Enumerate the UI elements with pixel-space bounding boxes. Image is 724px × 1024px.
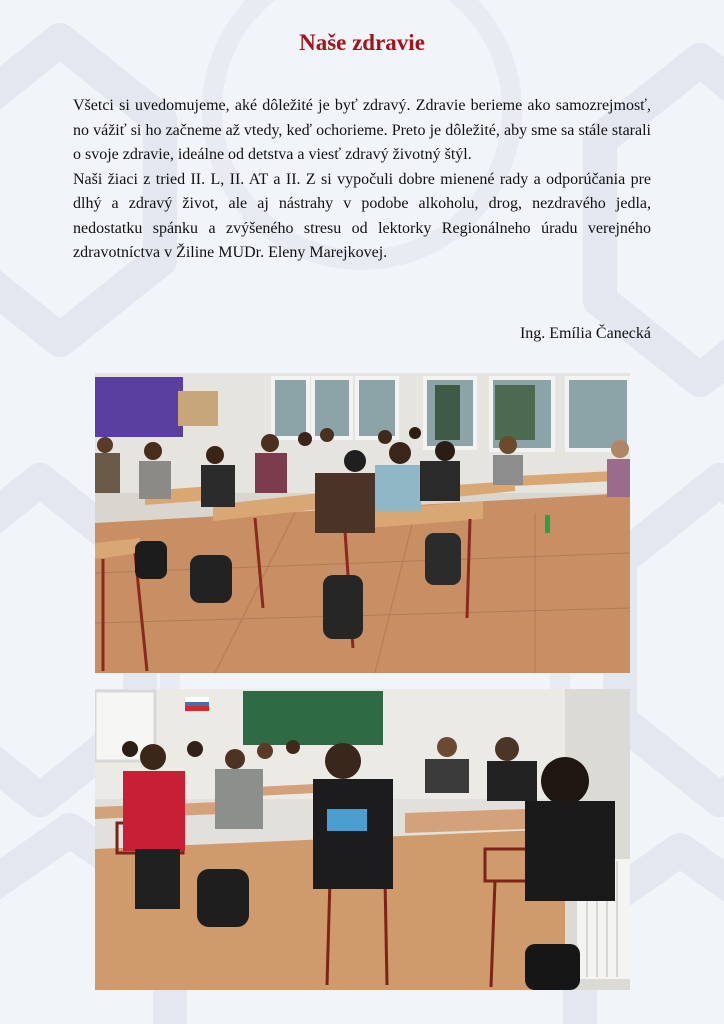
paragraph-lecture: Naši žiaci z tried II. L, II. AT a II. Z si vypočuli dobre mienené rady a odporúčania pre dlhý a zdravý život, ale aj nástrahy v podobe alkoholu, drog, nezdravého jedla, nedostatku spánku a zvýšeného stresu od lektorky Regionálneho úradu verejného zdravotníctva v Žiline MUDr. Eleny Marejkovej. <box>73 170 651 261</box>
classroom-photo-2 <box>95 689 630 990</box>
author-signature: Ing. Emília Čanecká <box>519 325 651 342</box>
article-body <box>73 94 651 266</box>
paragraph-intro: Všetci si uvedomujeme, aké dôležité je byť zdravý. Zdravie berieme ako samozrejmosť, no vážiť si ho začneme až vtedy, keď ochorieme. Preto je dôležité, aby sme sa stále starali o svoje zdravie, ideálne od detstva a viesť zdravý životný štýl. <box>73 97 651 163</box>
page-title: Naše zdravie <box>299 30 425 55</box>
classroom-photo-1 <box>95 373 630 673</box>
